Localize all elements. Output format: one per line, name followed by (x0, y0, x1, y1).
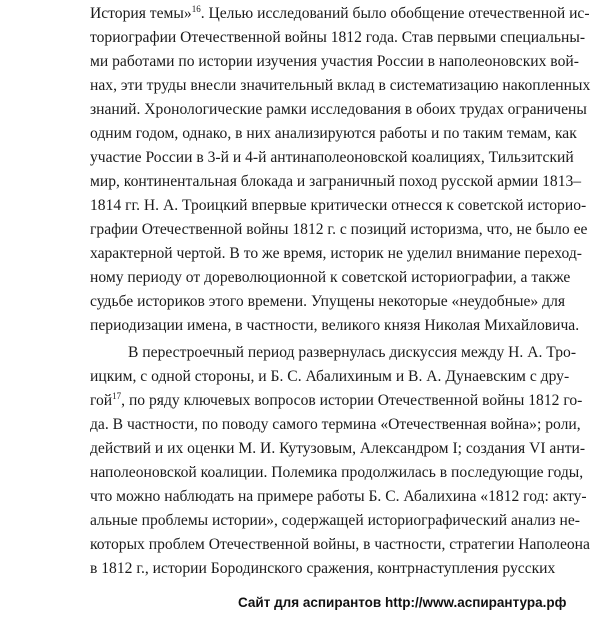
text-line: ицким, с одной стороны, и Б. С. Абалихиным и В. А. Дунаевским с дру- (90, 368, 570, 385)
site-footer-text: Сайт для аспирантов http://www.аспирантура.рф (238, 595, 567, 610)
footnote-ref: 16 (191, 4, 201, 14)
footnote-ref: 17 (112, 391, 122, 401)
text-line: знаний. Хронологические рамки исследования в обоих трудах ограничены (90, 101, 587, 118)
text-line: наполеоновской коалиции. Полемика продолжилась в последующие годы, (90, 464, 584, 481)
text-line: которых проблем Отечественной войны, в частности, стратегии Наполеона (90, 536, 590, 553)
text-line: 1814 гг. Н. А. Троицкий впервые критически отнесся к советской историо- (90, 197, 587, 214)
text-line: ториографии Отечественной войны 1812 года. Став первыми специальны- (90, 29, 586, 46)
text-line: нах, эти труды внесли значительный вклад в систематизацию накопленных (90, 77, 591, 94)
text-line: мир, континентальная блокада и заграничный поход русской армии 1813– (90, 173, 582, 190)
text-fragment: История темы» (90, 5, 192, 22)
text-line: В перестроечный период развернулась дискуссия между Н. А. Тро- (128, 344, 577, 361)
text-line: ми работами по истории изучения участия России в наполеоновских вой- (90, 53, 579, 70)
text-line: периодизации имена, в частности, великого князя Николая Михайловича. (90, 317, 580, 334)
text-line: что можно наблюдать на примере работы Б. С. Абалихина «1812 год: акту- (90, 488, 587, 505)
text-line: действий и их оценки М. И. Кутузовым, Александром I; создания VI анти- (90, 440, 586, 457)
text-fragment: гой (90, 392, 113, 409)
text-fragment: , по ряду ключевых вопросов истории Отечественной войны 1812 го- (121, 392, 583, 409)
text-line: судьбе историков этого времени. Упущены некоторые «неудобные» для (90, 293, 566, 310)
text-line: характерной чертой. В то же время, историк не уделил внимание переход- (90, 245, 582, 262)
text-fragment: . Целью исследований было обобщение отечественной ис- (200, 5, 590, 22)
text-line (90, 391, 583, 411)
text-line: графии Отечественной войны 1812 г. с позиций историзма, что, не было ее (90, 221, 588, 238)
text-line: одним годом, однако, в них анализируются работы и по таким темам, как (90, 125, 577, 142)
text-line (90, 4, 590, 24)
text-line: участие России в 3-й и 4-й антинаполеоновской коалициях, Тильзитский (90, 149, 574, 166)
text-line: ному периоду от дореволюционной к советской историографии, а также (90, 269, 571, 286)
text-line: в 1812 г., истории Бородинского сражения, контрнаступления русских (90, 560, 556, 577)
text-line: да. В частности, по поводу самого термина «Отечественная война»; роли, (90, 416, 581, 433)
text-line: альные проблемы истории», содержащей историографический анализ не- (90, 512, 580, 529)
